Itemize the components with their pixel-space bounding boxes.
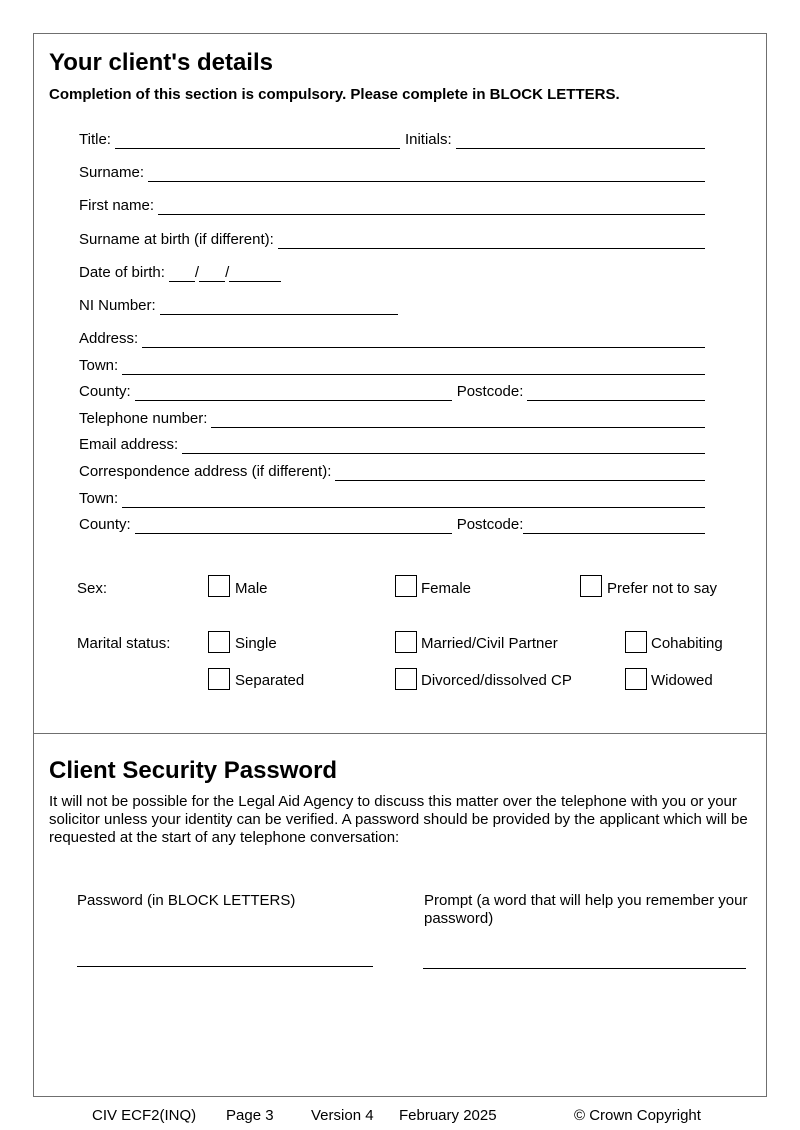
surname-field[interactable]: [148, 166, 705, 182]
marital-cohabiting-label: Cohabiting: [651, 635, 723, 652]
first-name-label: First name:: [79, 197, 155, 214]
correspondence-address-label: Correspondence address (if different):: [79, 463, 332, 480]
marital-separated-label: Separated: [235, 672, 305, 689]
correspondence-town-field[interactable]: [122, 492, 705, 508]
title-label: Title:: [79, 131, 111, 148]
correspondence-town-row: [79, 488, 705, 508]
ni-number-label: NI Number:: [79, 297, 156, 314]
footer-version: Version 4: [311, 1107, 374, 1124]
surname-label: Surname:: [79, 164, 145, 181]
correspondence-address-field[interactable]: [335, 465, 705, 481]
correspondence-address-row: [79, 461, 705, 481]
correspondence-town-label: Town:: [79, 490, 119, 507]
email-row: [79, 434, 705, 454]
sex-male-checkbox[interactable]: [208, 575, 230, 597]
town-field[interactable]: [122, 359, 705, 375]
form-border: [33, 33, 767, 1097]
sex-female-checkbox[interactable]: [395, 575, 417, 597]
password-label: Password (in BLOCK LETTERS): [77, 892, 296, 909]
security-password-heading: Client Security Password: [49, 757, 338, 784]
sex-male-label: Male: [235, 580, 268, 597]
dob-month-field[interactable]: [199, 266, 225, 282]
marital-widowed-label: Widowed: [651, 672, 713, 689]
marital-status-label: Marital status:: [77, 635, 171, 652]
section-divider: [33, 733, 767, 734]
address-field[interactable]: [142, 332, 705, 348]
correspondence-postcode-field[interactable]: [523, 518, 705, 534]
footer-date: February 2025: [399, 1107, 497, 1124]
initials-field[interactable]: [456, 133, 705, 149]
postcode-field[interactable]: [527, 385, 705, 401]
first-name-field[interactable]: [158, 199, 705, 215]
county-label: County:: [79, 383, 131, 400]
correspondence-county-label: County:: [79, 516, 131, 533]
password-field[interactable]: [77, 966, 373, 967]
marital-divorced-label: Divorced/dissolved CP: [421, 672, 572, 689]
telephone-label: Telephone number:: [79, 410, 208, 427]
sex-label: Sex:: [77, 580, 108, 597]
postcode-label: Postcode:: [456, 383, 524, 400]
telephone-row: [79, 408, 705, 428]
marital-single-checkbox[interactable]: [208, 631, 230, 653]
email-label: Email address:: [79, 436, 179, 453]
marital-divorced-checkbox[interactable]: [395, 668, 417, 690]
email-field[interactable]: [182, 438, 705, 454]
footer-page-number: Page 3: [226, 1107, 274, 1124]
telephone-field[interactable]: [211, 412, 705, 428]
surname-at-birth-label: Surname at birth (if different):: [79, 231, 274, 248]
address-row: [79, 328, 705, 348]
dob-day-field[interactable]: [169, 266, 195, 282]
sex-prefer-not-to-say-checkbox[interactable]: [580, 575, 602, 597]
dob-label: Date of birth:: [79, 264, 165, 281]
prompt-label: Prompt (a word that will help you remember your password): [424, 892, 748, 927]
footer-form-code: CIV ECF2(INQ): [92, 1107, 197, 1124]
address-label: Address:: [79, 330, 139, 347]
dob-separator: /: [225, 264, 230, 281]
marital-widowed-checkbox[interactable]: [625, 668, 647, 690]
surname-at-birth-field[interactable]: [278, 233, 705, 249]
town-label: Town:: [79, 357, 119, 374]
dob-year-field[interactable]: [229, 266, 281, 282]
ni-number-field[interactable]: [160, 299, 398, 315]
marital-separated-checkbox[interactable]: [208, 668, 230, 690]
sex-prefer-not-to-say-label: Prefer not to say: [607, 580, 718, 597]
first-name-row: [79, 195, 705, 215]
correspondence-postcode-label: Postcode:: [456, 516, 524, 533]
correspondence-county-field[interactable]: [135, 518, 452, 534]
marital-married-label: Married/Civil Partner: [421, 635, 558, 652]
initials-label: Initials:: [404, 131, 452, 148]
client-details-instruction: Completion of this section is compulsory. Please complete in BLOCK LETTERS.: [49, 86, 620, 103]
ni-number-row: [79, 295, 705, 315]
surname-row: [79, 162, 705, 182]
title-initials-row: [79, 129, 705, 149]
date-of-birth-row: [79, 262, 705, 282]
footer-copyright: © Crown Copyright: [574, 1107, 701, 1124]
correspondence-county-postcode-row: [79, 514, 705, 534]
surname-at-birth-row: [79, 229, 705, 249]
marital-cohabiting-checkbox[interactable]: [625, 631, 647, 653]
county-field[interactable]: [135, 385, 452, 401]
marital-single-label: Single: [235, 635, 277, 652]
security-password-description: It will not be possible for the Legal Aid Agency to discuss this matter over the telephone with you or your solicitor unless your identity can be verified. A password should be provided by the applicant which will be requested at the start of any telephone conversation:: [49, 793, 748, 846]
title-field[interactable]: [115, 133, 400, 149]
county-postcode-row: [79, 381, 705, 401]
dob-separator: /: [194, 264, 200, 281]
prompt-field[interactable]: [423, 968, 746, 969]
town-row: [79, 355, 705, 375]
client-details-heading: Your client's details: [49, 49, 273, 76]
sex-female-label: Female: [421, 580, 472, 597]
marital-married-checkbox[interactable]: [395, 631, 417, 653]
